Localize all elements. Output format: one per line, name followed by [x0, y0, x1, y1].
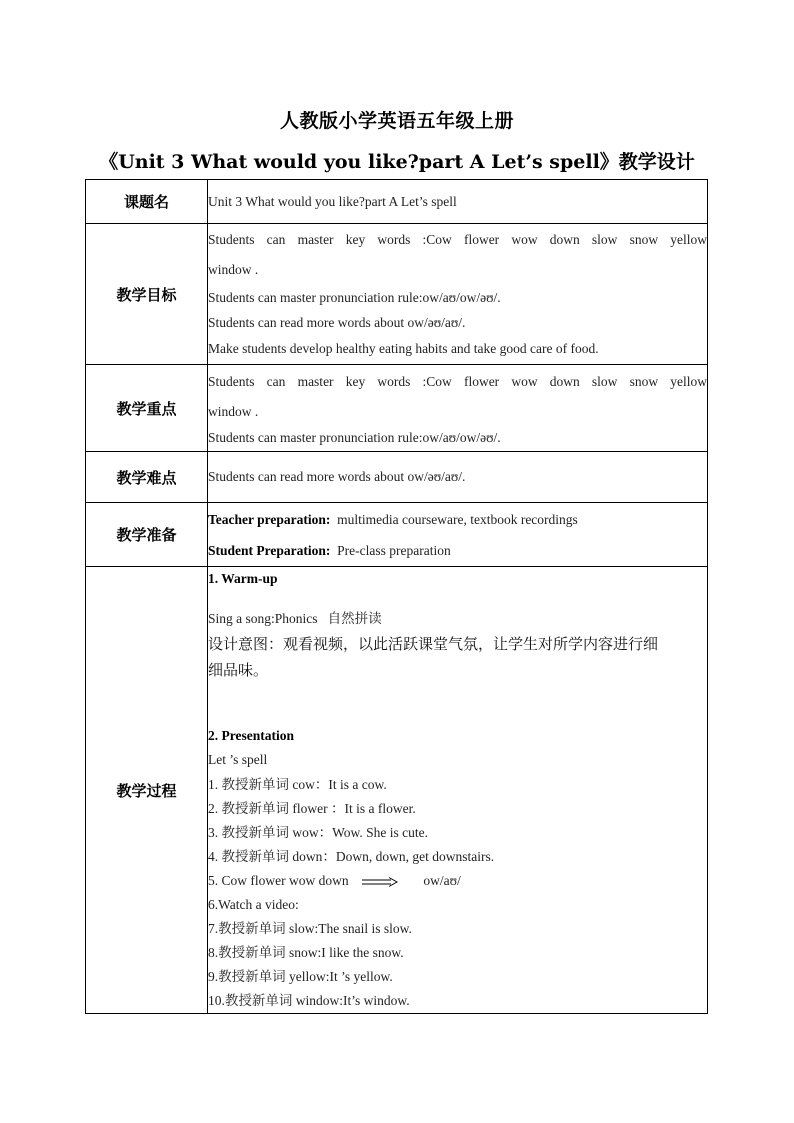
student-preparation	[208, 535, 707, 566]
process-step: 2. 教授新单词 flower ：It is a flower.	[208, 801, 416, 817]
student-preparation-label: Student Preparation:	[208, 542, 331, 558]
warmup-heading: 1. Warm-up	[208, 571, 278, 586]
key-point-line: Students can master key words :Cow flower wow down slow snow yellow	[208, 374, 707, 389]
label-preparation: 教学准备	[86, 503, 208, 567]
row-objectives	[86, 224, 708, 365]
spacer	[208, 589, 707, 607]
objective-line: Students can master pronunciation rule:ow/aʊ/ow/əʊ/.	[208, 290, 501, 305]
row-process	[86, 567, 708, 1014]
lets-spell-label: Let ’s spell	[208, 752, 268, 767]
lesson-plan-table	[85, 179, 708, 1014]
label-difficulties: 教学难点	[86, 452, 208, 503]
process-step-6: 6.Watch a video:	[208, 897, 299, 912]
process-step: 4. 教授新单词 down：Down, down, get downstairs.	[208, 849, 495, 865]
document-title: 人教版小学英语五年级上册	[279, 110, 514, 132]
value-preparation	[208, 503, 708, 567]
value-key-points	[208, 365, 708, 452]
row-preparation	[86, 503, 708, 567]
label-topic: 课题名	[86, 180, 208, 224]
warmup-song-en: Sing a song:Phonics	[208, 611, 318, 626]
topic-text: Unit 3 What would you like?part A Let’s spell	[208, 193, 457, 209]
step5-result: ow/aʊ/	[423, 873, 461, 888]
row-topic	[86, 180, 708, 224]
design-intent-line: 细品味。	[208, 661, 269, 679]
process-step: 7.教授新单词 slow:The snail is slow.	[208, 921, 412, 937]
teacher-preparation	[208, 504, 707, 535]
document-subtitle: 《Unit 3 What would you like?part A Let’s spell》教学设计	[99, 151, 695, 173]
student-preparation-text: Pre-class preparation	[337, 542, 451, 558]
key-point-line: Students can master pronunciation rule:ow/aʊ/ow/əʊ/.	[208, 430, 501, 445]
label-key-points: 教学重点	[86, 365, 208, 452]
label-objectives: 教学目标	[86, 224, 208, 365]
teacher-preparation-label: Teacher preparation:	[208, 511, 331, 527]
label-process: 教学过程	[86, 567, 208, 1014]
key-point-line: window .	[208, 404, 259, 419]
value-objectives	[208, 224, 708, 365]
process-step: 3. 教授新单词 wow：Wow. She is cute.	[208, 825, 429, 841]
value-process	[208, 567, 708, 1014]
design-intent-line: 设计意图：观看视频，以此活跃课堂气氛，让学生对所学内容进行细	[208, 635, 659, 653]
row-difficulties	[86, 452, 708, 503]
spacer	[208, 683, 707, 725]
difficulty-line: Students can read more words about ow/əʊ/aʊ/.	[208, 469, 466, 484]
warmup-song-zh: 自然拼读	[327, 611, 382, 627]
right-arrow-icon	[362, 877, 398, 887]
objective-line: Students can master key words :Cow flower wow down slow snow yellow	[208, 232, 707, 247]
presentation-heading: 2. Presentation	[208, 728, 294, 743]
objective-line: Students can read more words about ow/əʊ/aʊ/.	[208, 315, 466, 330]
objective-line: Make students develop healthy eating habits and take good care of food.	[208, 341, 599, 356]
value-topic	[208, 180, 708, 224]
value-difficulties	[208, 452, 708, 503]
process-step: 8.教授新单词 snow:I like the snow.	[208, 945, 404, 961]
process-step: 9.教授新单词 yellow:It ’s yellow.	[208, 969, 393, 985]
teacher-preparation-text: multimedia courseware, textbook recordings	[337, 511, 578, 527]
warmup-song	[208, 607, 707, 631]
objective-line: window .	[208, 262, 259, 277]
process-step: 10.教授新单词 window:It’s window.	[208, 993, 410, 1009]
process-step: 1. 教授新单词 cow：It is a cow.	[208, 777, 387, 793]
step5-words: 5. Cow flower wow down	[208, 873, 349, 888]
row-key-points	[86, 365, 708, 452]
process-step-5	[208, 869, 707, 893]
